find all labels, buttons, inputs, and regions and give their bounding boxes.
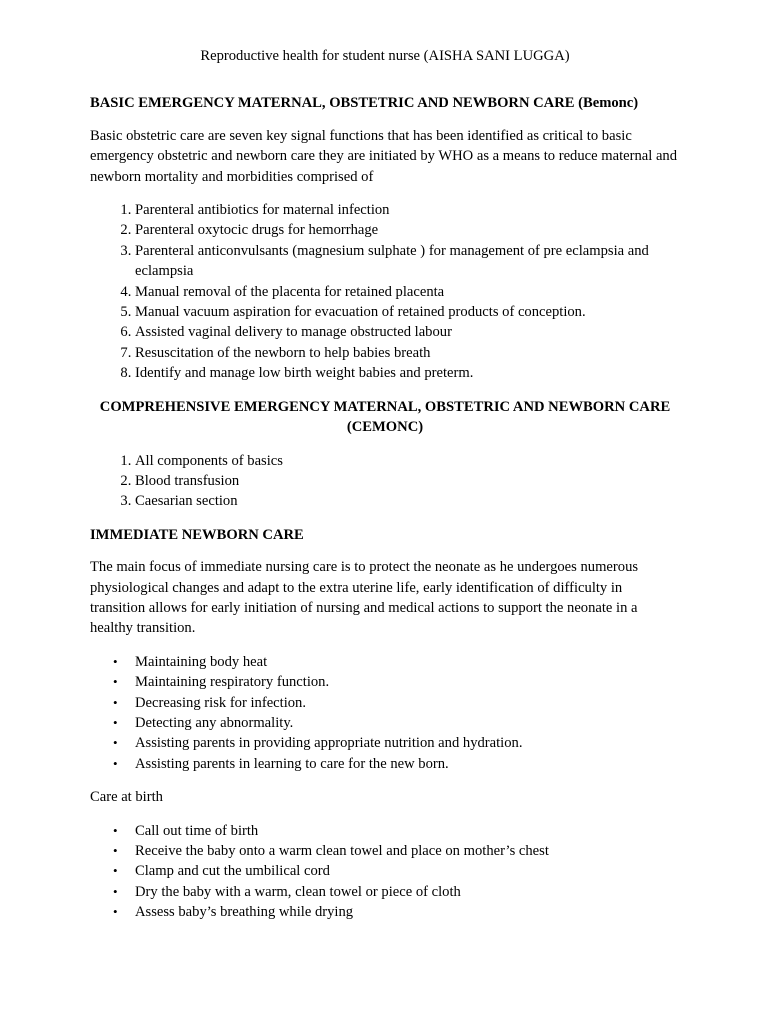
newborn-intro: The main focus of immediate nursing care is to protect the neonate as he undergoes numerous physiological changes and adapt to the extra uterine life, early identification of difficulty in transition allows for early initiation of nursing and medical actions to support the neonate in a healthy transition. (90, 559, 639, 637)
list-item (113, 902, 680, 922)
bullet-icon: • (113, 863, 118, 879)
care-at-birth-label: Care at birth (90, 789, 163, 806)
list-item-text: Assess baby’s breathing while drying (135, 904, 354, 921)
document-header: Reproductive health for student nurse (AISHA SANI LUGGA) (200, 48, 570, 64)
list-item-text: Dry the baby with a warm, clean towel or piece of cloth (135, 883, 461, 900)
list-item-text: Assisting parents in learning to care for the new born. (135, 755, 449, 772)
bemonc-list (90, 200, 680, 384)
bullet-icon: • (113, 674, 118, 690)
cemonc-list (90, 451, 680, 512)
bullet-icon: • (113, 755, 118, 771)
list-item: 4. Manual removal of the placenta for retained placenta (135, 282, 680, 302)
bullet-icon: • (113, 843, 118, 858)
list-item (113, 882, 680, 902)
bullet-icon: • (113, 694, 118, 710)
list-item (113, 693, 680, 713)
list-item-text: Call out time of birth (135, 822, 259, 839)
list-item: 1. Parenteral antibiotics for maternal infection (135, 200, 680, 220)
bullet-icon: • (113, 904, 118, 920)
list-item-text: Decreasing risk for infection. (135, 694, 307, 711)
bullet-icon: • (113, 735, 118, 751)
list-item (113, 861, 680, 881)
list-item-text: Assisting parents in providing appropriate nutrition and hydration. (135, 735, 523, 752)
list-item: 1. All components of basics (135, 451, 680, 471)
list-item: 6. Assisted vaginal delivery to manage obstructed labour (135, 322, 680, 342)
list-item (113, 821, 680, 841)
list-item (113, 713, 680, 733)
list-item: 3. Caesarian section (135, 491, 680, 511)
list-item-text: Receive the baby onto a warm clean towel and place on mother’s chest (135, 843, 549, 859)
list-item (113, 841, 680, 861)
list-item: 8. Identify and manage low birth weight babies and preterm. (135, 363, 680, 383)
document-page (90, 46, 680, 936)
list-item-text: Detecting any abnormality. (135, 714, 294, 731)
list-item: 3. Parenteral anticonvulsants (magnesium sulphate ) for management of pre eclampsia and eclampsia (135, 241, 680, 282)
list-item: 7. Resuscitation of the newborn to help babies breath (135, 343, 680, 363)
list-item (113, 754, 680, 774)
bullet-icon: • (113, 822, 118, 838)
care-at-birth-list (90, 821, 680, 923)
cemonc-heading: COMPREHENSIVE EMERGENCY MATERNAL, OBSTETRIC AND NEWBORN CARE (CEMONC) (99, 398, 671, 436)
newborn-heading: IMMEDIATE NEWBORN CARE (90, 526, 304, 543)
bullet-icon: • (113, 714, 118, 730)
list-item-text: Clamp and cut the umbilical cord (135, 863, 330, 880)
list-item: 5. Manual vacuum aspiration for evacuation of retained products of conception. (135, 302, 680, 322)
list-item (113, 652, 680, 672)
list-item-text: Maintaining body heat (135, 653, 268, 670)
list-item (113, 733, 680, 753)
list-item-text: Maintaining respiratory function. (135, 674, 330, 691)
list-item (113, 672, 680, 692)
bullet-icon: • (113, 653, 118, 669)
newborn-list (90, 652, 680, 774)
bemonc-intro: Basic obstetric care are seven key signal functions that has been identified as critical to basic emergency obstetric and newborn care they are initiated by WHO as a means to reduce maternal and newborn mortality and morbidities comprised of (90, 127, 678, 185)
list-item: 2. Parenteral oxytocic drugs for hemorrhage (135, 220, 680, 240)
list-item: 2. Blood transfusion (135, 471, 680, 491)
bullet-icon: • (113, 883, 118, 899)
bemonc-heading: BASIC EMERGENCY MATERNAL, OBSTETRIC AND NEWBORN CARE (Bemonc) (90, 95, 639, 112)
